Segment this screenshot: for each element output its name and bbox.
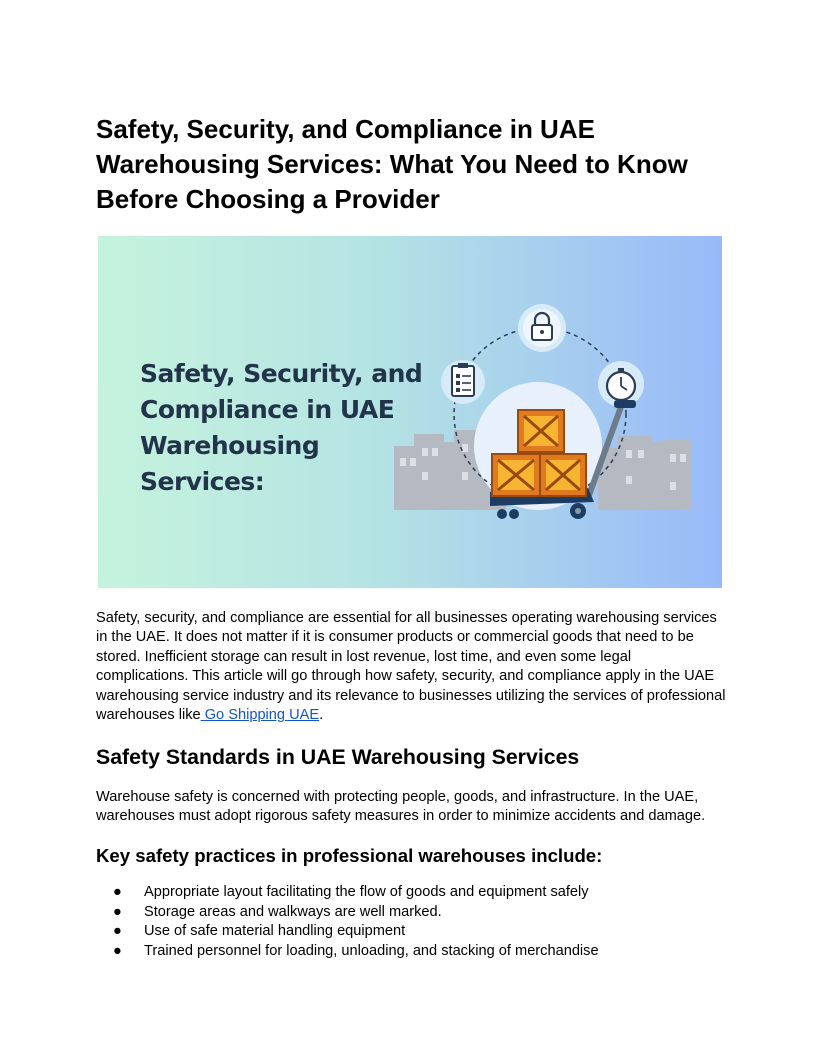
intro-text: Safety, security, and compliance are essential for all businesses operating warehousing services in the UAE. It does not matter if it is consumer products or commercial goods that need to be stored. Inefficient storage can result in lost revenue, lost time, and even some legal complications. This article will go through how safety, security, and compliance apply in the UAE warehousing service industry and its relevance to businesses utilizing the services of professional warehouses like — [96, 610, 726, 724]
intro-period: . — [319, 707, 324, 724]
hero-title — [140, 356, 430, 500]
padlock-icon — [518, 304, 566, 352]
section-heading-safety: Safety Standards in UAE Warehousing Services — [96, 745, 580, 769]
hero-title-line: Warehousing — [140, 431, 320, 460]
bullet-icon: ● — [113, 903, 122, 920]
hero-title-line: Safety, Security, and — [140, 359, 423, 388]
list-item-text: Appropriate layout facilitating the flow of goods and equipment safely — [144, 884, 589, 900]
bullet-icon: ● — [113, 923, 122, 939]
intro-paragraph — [96, 609, 726, 725]
page-title: Safety, Security, and Compliance in UAE Warehousing Services: What You Need to Know Before Choosing a Provider — [96, 114, 688, 214]
go-shipping-link[interactable]: Go Shipping UAE — [200, 707, 320, 724]
safety-practices-list — [96, 883, 599, 961]
bullet-icon: ● — [113, 884, 122, 900]
list-item — [96, 903, 599, 923]
hero-banner — [98, 236, 722, 588]
list-item — [96, 922, 599, 942]
hero-title-line: Compliance in UAE — [140, 395, 395, 424]
hero-title-line: Services: — [140, 467, 265, 496]
list-item — [96, 942, 599, 962]
safety-paragraph: Warehouse safety is concerned with protecting people, goods, and infrastructure. In the UAE, warehouses must adopt rigorous safety measures in order to minimize accidents and damage. — [96, 789, 706, 825]
list-item-text: Use of safe material handling equipment — [144, 923, 406, 939]
clipboard-icon — [441, 360, 485, 404]
subsection-heading-practices: Key safety practices in professional warehouses include: — [96, 845, 603, 866]
list-item — [96, 883, 599, 903]
list-item-text: Storage areas and walkways are well marked. — [144, 903, 442, 920]
bullet-icon: ● — [113, 942, 122, 959]
list-item-text: Trained personnel for loading, unloading, and stacking of merchandise — [144, 942, 599, 959]
